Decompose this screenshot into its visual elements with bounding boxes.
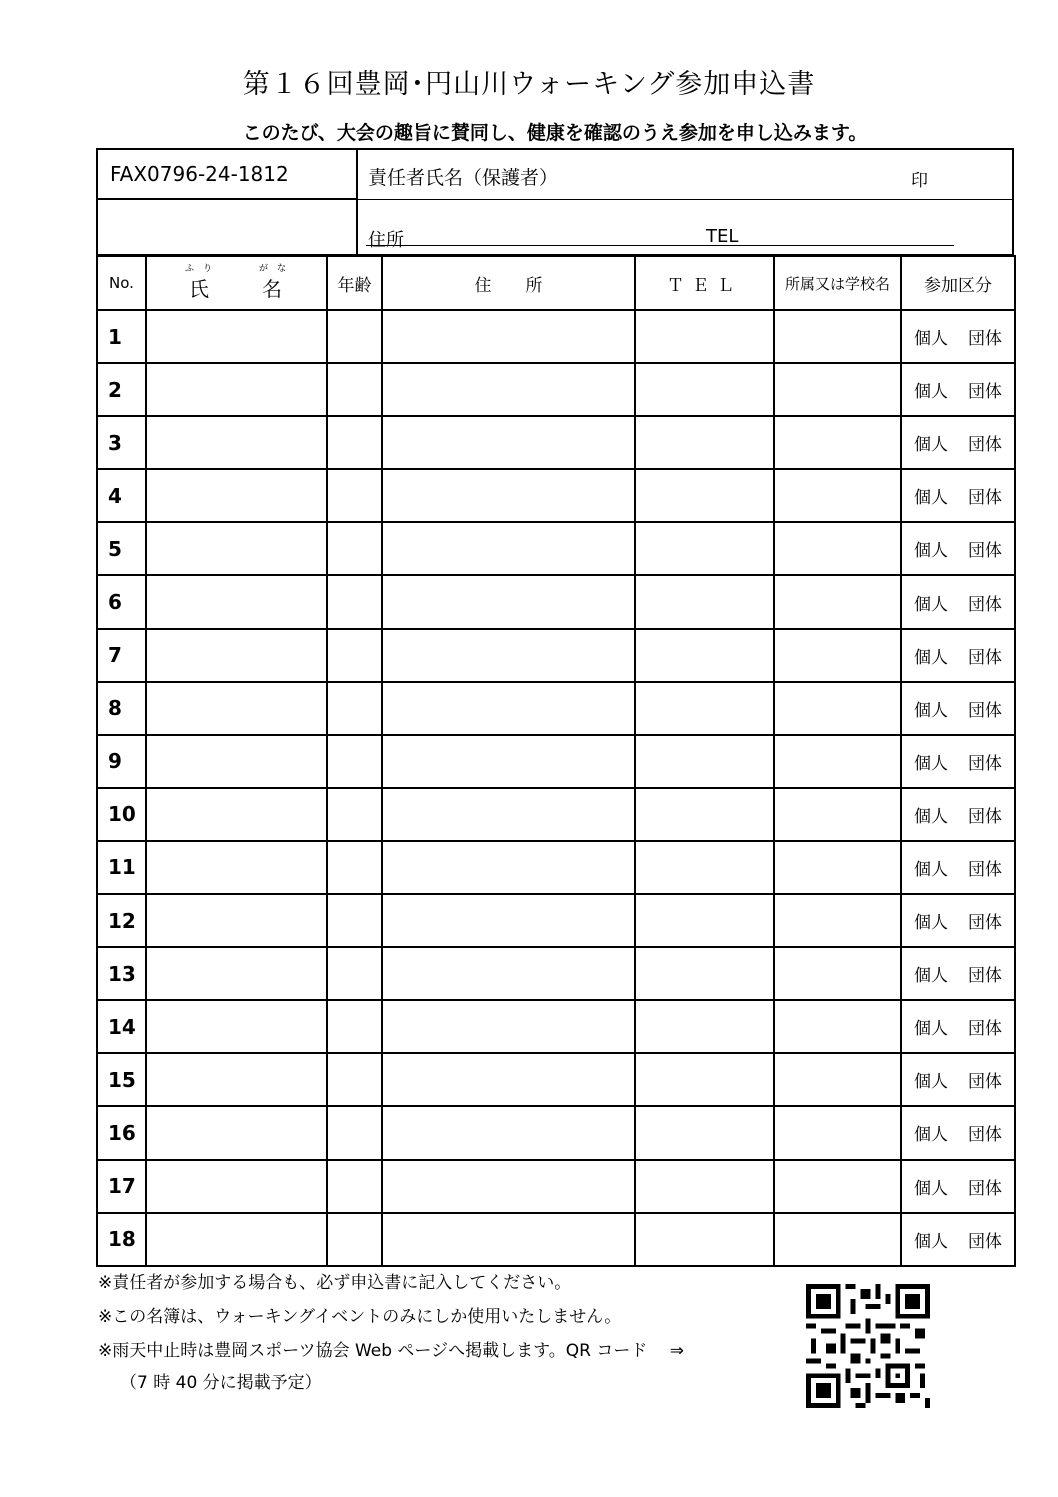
form-subtitle: このたび、大会の趣旨に賛同し、健康を確認のうえ参加を申し込みます。 [242, 122, 868, 144]
age-cell[interactable] [327, 310, 382, 363]
header-blank-cell [98, 200, 358, 256]
row-number: 8 [97, 682, 146, 735]
category-individual[interactable]: 個人 [914, 1072, 948, 1093]
affiliation-cell[interactable] [774, 682, 901, 735]
name-cell[interactable] [146, 575, 327, 628]
age-cell[interactable] [327, 629, 382, 682]
row-number: 11 [97, 841, 146, 894]
table-row [97, 894, 1015, 947]
table-row [97, 1106, 1015, 1159]
row-number: 10 [97, 788, 146, 841]
age-cell[interactable] [327, 1106, 382, 1159]
category-group[interactable]: 団体 [968, 753, 1002, 774]
category-individual[interactable]: 個人 [914, 647, 948, 668]
table-row [97, 310, 1015, 363]
affiliation-cell[interactable] [774, 788, 901, 841]
category-individual[interactable]: 個人 [914, 1231, 948, 1252]
category-cell[interactable] [901, 469, 1015, 522]
category-individual[interactable]: 個人 [914, 1125, 948, 1146]
name-cell[interactable] [146, 1106, 327, 1159]
table-row [97, 1000, 1015, 1053]
qr-code-icon[interactable] [806, 1284, 930, 1408]
category-cell[interactable] [901, 1213, 1015, 1266]
category-group[interactable]: 団体 [968, 966, 1002, 987]
responsible-name-field[interactable] [358, 150, 1012, 200]
tel-cell[interactable] [635, 735, 774, 788]
participant-table [96, 255, 1016, 1267]
affiliation-cell[interactable] [774, 416, 901, 469]
tel-cell[interactable] [635, 947, 774, 1000]
category-cell[interactable] [901, 788, 1015, 841]
age-cell[interactable] [327, 788, 382, 841]
address-cell[interactable] [382, 1160, 635, 1213]
age-cell[interactable] [327, 1213, 382, 1266]
age-cell[interactable] [327, 682, 382, 735]
category-cell[interactable] [901, 947, 1015, 1000]
table-row [97, 841, 1015, 894]
category-group[interactable]: 団体 [968, 329, 1002, 350]
table-row [97, 947, 1015, 1000]
table-row [97, 682, 1015, 735]
address-cell[interactable] [382, 894, 635, 947]
category-cell[interactable] [901, 1000, 1015, 1053]
category-cell[interactable] [901, 416, 1015, 469]
affiliation-cell[interactable] [774, 1106, 901, 1159]
address-cell[interactable] [382, 947, 635, 1000]
category-individual[interactable]: 個人 [914, 753, 948, 774]
tel-cell[interactable] [635, 522, 774, 575]
name-cell[interactable] [146, 1160, 327, 1213]
affiliation-cell[interactable] [774, 1213, 901, 1266]
affiliation-cell[interactable] [774, 575, 901, 628]
category-individual[interactable]: 個人 [914, 435, 948, 456]
category-individual[interactable]: 個人 [914, 382, 948, 403]
category-individual[interactable]: 個人 [914, 1178, 948, 1199]
age-cell[interactable] [327, 894, 382, 947]
affiliation-cell[interactable] [774, 629, 901, 682]
responsible-address-label: 住所 [368, 230, 404, 251]
address-cell[interactable] [382, 416, 635, 469]
category-group[interactable]: 団体 [968, 1231, 1002, 1252]
row-number: 4 [97, 469, 146, 522]
table-row [97, 1213, 1015, 1266]
table-row [97, 469, 1015, 522]
category-individual[interactable]: 個人 [914, 541, 948, 562]
tel-cell[interactable] [635, 416, 774, 469]
tel-cell[interactable] [635, 1213, 774, 1266]
category-individual[interactable]: 個人 [914, 488, 948, 509]
address-cell[interactable] [382, 310, 635, 363]
row-number: 16 [97, 1106, 146, 1159]
category-individual[interactable]: 個人 [914, 1019, 948, 1040]
row-number: 15 [97, 1053, 146, 1106]
age-cell[interactable] [327, 522, 382, 575]
tel-cell[interactable] [635, 1053, 774, 1106]
table-row [97, 1053, 1015, 1106]
age-cell[interactable] [327, 1053, 382, 1106]
age-cell[interactable] [327, 469, 382, 522]
note-2: ※この名簿は、ウォーキングイベントのみにしか使用いたしません。 [98, 1307, 622, 1327]
category-cell[interactable] [901, 522, 1015, 575]
category-cell[interactable] [901, 1106, 1015, 1159]
affiliation-cell[interactable] [774, 735, 901, 788]
category-cell[interactable] [901, 1160, 1015, 1213]
affiliation-cell[interactable] [774, 1053, 901, 1106]
row-number: 2 [97, 363, 146, 416]
table-row [97, 575, 1015, 628]
address-cell[interactable] [382, 682, 635, 735]
address-cell[interactable] [382, 629, 635, 682]
row-number: 18 [97, 1213, 146, 1266]
name-ruby-2: が な [259, 264, 287, 274]
address-cell[interactable] [382, 363, 635, 416]
category-individual[interactable]: 個人 [914, 859, 948, 880]
affiliation-cell[interactable] [774, 894, 901, 947]
address-cell[interactable] [382, 522, 635, 575]
age-cell[interactable] [327, 1160, 382, 1213]
category-group[interactable]: 団体 [968, 1125, 1002, 1146]
name-cell[interactable] [146, 894, 327, 947]
note-1: ※責任者が参加する場合も、必ず申込書に記入してください。 [98, 1273, 572, 1293]
col-header-tel: ＴＥＬ [635, 256, 774, 310]
category-cell[interactable] [901, 575, 1015, 628]
category-cell[interactable] [901, 363, 1015, 416]
table-row [97, 363, 1015, 416]
col-header-address: 住 所 [382, 256, 635, 310]
category-group[interactable]: 団体 [968, 435, 1002, 456]
table-row [97, 735, 1015, 788]
row-number: 3 [97, 416, 146, 469]
name-cell[interactable] [146, 841, 327, 894]
note-3: ※雨天中止時は豊岡スポーツ協会 Web ページへ掲載します。QR コード ⇒ [98, 1341, 684, 1361]
address-cell[interactable] [382, 841, 635, 894]
address-underline [366, 245, 954, 246]
category-individual[interactable]: 個人 [914, 700, 948, 721]
row-number: 1 [97, 310, 146, 363]
tel-cell[interactable] [635, 788, 774, 841]
age-cell[interactable] [327, 841, 382, 894]
row-number: 5 [97, 522, 146, 575]
category-group[interactable]: 団体 [968, 647, 1002, 668]
tel-cell[interactable] [635, 1160, 774, 1213]
address-cell[interactable] [382, 1053, 635, 1106]
name-cell[interactable] [146, 735, 327, 788]
affiliation-cell[interactable] [774, 522, 901, 575]
name-ruby-1: ふ り [185, 264, 213, 274]
category-cell[interactable] [901, 735, 1015, 788]
category-cell[interactable] [901, 629, 1015, 682]
category-group[interactable]: 団体 [968, 1178, 1002, 1199]
name-cell[interactable] [146, 416, 327, 469]
fax-number: FAX0796-24-1812 [98, 150, 358, 200]
row-number: 17 [97, 1160, 146, 1213]
name-cell[interactable] [146, 1053, 327, 1106]
category-group[interactable]: 団体 [968, 859, 1002, 880]
tel-cell[interactable] [635, 894, 774, 947]
note-4: （7 時 40 分に掲載予定） [120, 1373, 322, 1393]
table-row [97, 522, 1015, 575]
address-cell[interactable] [382, 1106, 635, 1159]
name-kanji-1: 氏 [189, 277, 209, 301]
category-group[interactable]: 団体 [968, 488, 1002, 509]
category-individual[interactable]: 個人 [914, 806, 948, 827]
category-group[interactable]: 団体 [968, 1072, 1002, 1093]
category-group[interactable]: 団体 [968, 382, 1002, 403]
address-cell[interactable] [382, 1213, 635, 1266]
name-cell[interactable] [146, 947, 327, 1000]
name-cell[interactable] [146, 682, 327, 735]
table-row [97, 629, 1015, 682]
affiliation-cell[interactable] [774, 469, 901, 522]
col-header-name [146, 256, 327, 310]
category-group[interactable]: 団体 [968, 700, 1002, 721]
address-cell[interactable] [382, 788, 635, 841]
category-cell[interactable] [901, 310, 1015, 363]
row-number: 6 [97, 575, 146, 628]
tel-cell[interactable] [635, 310, 774, 363]
responsible-name-label: 責任者氏名（保護者） [368, 167, 559, 189]
table-row [97, 788, 1015, 841]
category-group[interactable]: 団体 [968, 1019, 1002, 1040]
name-cell[interactable] [146, 788, 327, 841]
name-cell[interactable] [146, 629, 327, 682]
tel-cell[interactable] [635, 1106, 774, 1159]
category-cell[interactable] [901, 841, 1015, 894]
age-cell[interactable] [327, 416, 382, 469]
table-row [97, 416, 1015, 469]
address-cell[interactable] [382, 575, 635, 628]
age-cell[interactable] [327, 1000, 382, 1053]
name-kanji-2: 名 [262, 277, 282, 301]
affiliation-cell[interactable] [774, 1160, 901, 1213]
seal-mark: 印 [911, 171, 928, 191]
row-number: 13 [97, 947, 146, 1000]
tel-cell[interactable] [635, 841, 774, 894]
row-number: 7 [97, 629, 146, 682]
responsible-tel-label: TEL [706, 226, 739, 247]
tel-cell[interactable] [635, 682, 774, 735]
category-cell[interactable] [901, 682, 1015, 735]
category-cell[interactable] [901, 1053, 1015, 1106]
row-number: 9 [97, 735, 146, 788]
category-group[interactable]: 団体 [968, 806, 1002, 827]
tel-cell[interactable] [635, 575, 774, 628]
category-group[interactable]: 団体 [968, 913, 1002, 934]
category-cell[interactable] [901, 894, 1015, 947]
address-cell[interactable] [382, 735, 635, 788]
responsible-party-box [96, 148, 1014, 256]
responsible-address-field[interactable] [358, 200, 1012, 256]
age-cell[interactable] [327, 575, 382, 628]
age-cell[interactable] [327, 735, 382, 788]
row-number: 12 [97, 894, 146, 947]
name-cell[interactable] [146, 469, 327, 522]
name-cell[interactable] [146, 1213, 327, 1266]
row-number: 14 [97, 1000, 146, 1053]
affiliation-cell[interactable] [774, 841, 901, 894]
name-cell[interactable] [146, 522, 327, 575]
tel-cell[interactable] [635, 363, 774, 416]
col-header-age: 年齢 [327, 256, 382, 310]
age-cell[interactable] [327, 947, 382, 1000]
col-header-category: 参加区分 [901, 256, 1015, 310]
tel-cell[interactable] [635, 629, 774, 682]
name-cell[interactable] [146, 310, 327, 363]
affiliation-cell[interactable] [774, 310, 901, 363]
tel-cell[interactable] [635, 1000, 774, 1053]
address-cell[interactable] [382, 469, 635, 522]
category-individual[interactable]: 個人 [914, 966, 948, 987]
name-cell[interactable] [146, 1000, 327, 1053]
form-title: 第１６回豊岡･円山川ウォーキング参加申込書 [242, 69, 816, 100]
tel-cell[interactable] [635, 469, 774, 522]
category-individual[interactable]: 個人 [914, 913, 948, 934]
table-header-row [97, 256, 1015, 310]
category-individual[interactable]: 個人 [914, 594, 948, 615]
affiliation-cell[interactable] [774, 1000, 901, 1053]
category-group[interactable]: 団体 [968, 541, 1002, 562]
affiliation-cell[interactable] [774, 947, 901, 1000]
name-cell[interactable] [146, 363, 327, 416]
category-group[interactable]: 団体 [968, 594, 1002, 615]
affiliation-cell[interactable] [774, 363, 901, 416]
table-row [97, 1160, 1015, 1213]
col-header-affiliation: 所属又は学校名 [774, 256, 901, 310]
age-cell[interactable] [327, 363, 382, 416]
address-cell[interactable] [382, 1000, 635, 1053]
col-header-no: No. [97, 256, 146, 310]
category-individual[interactable]: 個人 [914, 329, 948, 350]
